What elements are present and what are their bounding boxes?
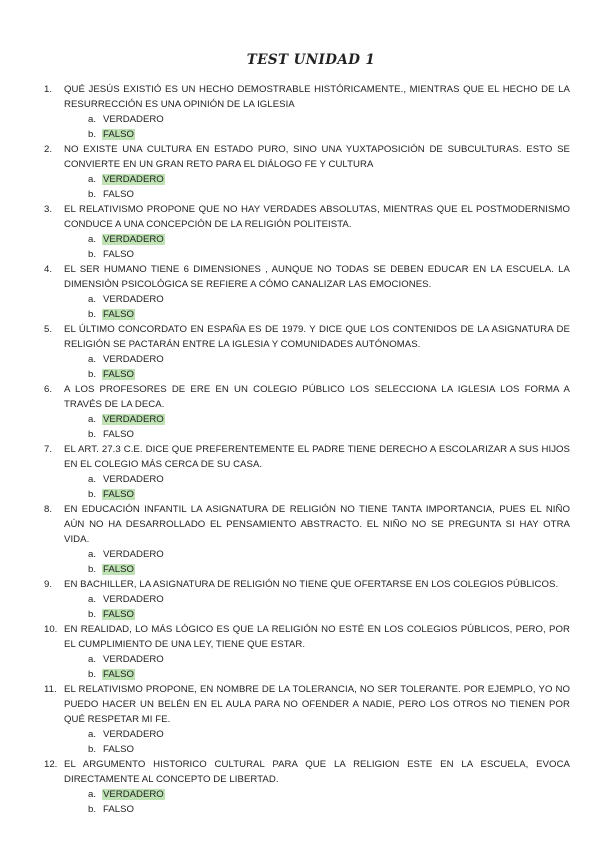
question-number: 8.	[44, 504, 53, 515]
option-text: VERDADERO	[103, 549, 164, 560]
option-text: FALSO	[103, 804, 134, 815]
question-text: EL ART. 27.3 C.E. DICE QUE PREFERENTEMENTE EL PADRE TIENE DERECHO A ESCOLARIZAR A SUS HIJOS EN EL COLEGIO MÁS CERCA DE SU CASA.	[64, 444, 570, 470]
option-text: FALSO	[103, 669, 134, 680]
question-text: EN REALIDAD, LO MÁS LÓGICO ES QUE LA RELIGIÓN NO ESTÉ EN LOS COLEGIOS PÚBLICOS, PERO, POR EL CUMPLIMIENTO DE UNA LEY, TIENE QUE ESTAR.	[64, 624, 570, 650]
option-a	[88, 292, 570, 307]
question	[44, 202, 570, 262]
option-letter: b.	[88, 609, 97, 620]
option-b	[88, 247, 570, 262]
option-text: FALSO	[103, 429, 134, 440]
question-text: EN EDUCACIÓN INFANTIL LA ASIGNATURA DE RELIGIÓN NO TIENE TANTA IMPORTANCIA, PUES EL NIÑO AÚN NO HA DESARROLLADO EL PENSAMIENTO ABSTRACTO. EL NIÑO NO SE PREGUNTA SI HAY OTRA VIDA.	[64, 504, 570, 545]
question-number: 4.	[44, 264, 53, 275]
option-a	[88, 592, 570, 607]
option-b	[88, 487, 570, 502]
option-letter: b.	[88, 249, 97, 260]
option-b	[88, 607, 570, 622]
option-letter: a.	[88, 789, 97, 800]
option-text: VERDADERO	[103, 474, 164, 485]
option-text: VERDADERO	[103, 294, 164, 305]
question-text: EL ÚLTIMO CONCORDATO EN ESPAÑA ES DE 1979. Y DICE QUE LOS CONTENIDOS DE LA ASIGNATURA DE RELIGIÓN SE PACTARÁN ENTRE LA IGLESIA Y COMUNIDADES AUTÓNOMAS.	[64, 324, 570, 350]
question-number: 9.	[44, 579, 53, 590]
question-text: EL ARGUMENTO HISTORICO CULTURAL PARA QUE LA RELIGION ESTE EN LA ESCUELA, EVOCA DIRECTAMENTE AL CONCEPTO DE LIBERTAD.	[64, 759, 570, 785]
question-number: 3.	[44, 204, 53, 215]
option-text: VERDADERO	[103, 654, 164, 665]
option-text: FALSO	[103, 189, 134, 200]
option-b	[88, 802, 570, 817]
option-letter: b.	[88, 189, 97, 200]
option-text: VERDADERO	[103, 174, 164, 185]
option-list	[44, 292, 570, 322]
option-letter: b.	[88, 429, 97, 440]
option-text: VERDADERO	[103, 354, 164, 365]
option-text: VERDADERO	[103, 114, 164, 125]
option-b	[88, 187, 570, 202]
option-list	[44, 352, 570, 382]
option-text: VERDADERO	[103, 729, 164, 740]
option-a	[88, 112, 570, 127]
option-list	[44, 472, 570, 502]
option-letter: a.	[88, 654, 97, 665]
question-number: 5.	[44, 324, 53, 335]
option-letter: b.	[88, 369, 97, 380]
option-text: FALSO	[103, 129, 134, 140]
option-b	[88, 667, 570, 682]
option-list	[44, 787, 570, 817]
option-text: VERDADERO	[103, 234, 164, 245]
option-list	[44, 232, 570, 262]
question-text: EL RELATIVISMO PROPONE QUE NO HAY VERDADES ABSOLUTAS, MIENTRAS QUE EL POSTMODERNISMO CONDUCE A UNA CONCEPCIÓN DE LA RELIGIÓN POLITEISTA.	[64, 204, 570, 230]
option-letter: b.	[88, 804, 97, 815]
option-text: FALSO	[103, 744, 134, 755]
question	[44, 142, 570, 202]
option-text: FALSO	[103, 609, 134, 620]
option-text: FALSO	[103, 249, 134, 260]
question-text: EN BACHILLER, LA ASIGNATURA DE RELIGIÓN NO TIENE QUE OFERTARSE EN LOS COLEGIOS PÚBLICOS.	[64, 579, 559, 590]
option-b	[88, 307, 570, 322]
option-letter: a.	[88, 234, 97, 245]
question	[44, 322, 570, 382]
option-a	[88, 352, 570, 367]
option-text: FALSO	[103, 309, 134, 320]
option-b	[88, 742, 570, 757]
option-a	[88, 547, 570, 562]
option-list	[44, 652, 570, 682]
option-letter: a.	[88, 729, 97, 740]
question	[44, 622, 570, 682]
option-letter: a.	[88, 354, 97, 365]
question-text: EL RELATIVISMO PROPONE, EN NOMBRE DE LA TOLERANCIA, NO SER TOLERANTE. POR EJEMPLO, YO NO PUEDO HACER UN BELÉN EN EL AULA PARA NO OFENDER A NADIE, PERO LOS OTROS NO TIENEN POR QUÉ RESPETAR MI FE.	[64, 684, 570, 725]
option-letter: b.	[88, 489, 97, 500]
question-number: 2.	[44, 144, 53, 155]
option-list	[44, 727, 570, 757]
question	[44, 682, 570, 757]
page-title: TEST UNIDAD 1	[246, 52, 376, 68]
question-text: A LOS PROFESORES DE ERE EN UN COLEGIO PÚBLICO LOS SELECCIONA LA IGLESIA LOS FORMA A TRAVÉS DE LA DECA.	[64, 384, 570, 410]
question-text: EL SER HUMANO TIENE 6 DIMENSIONES , AUNQUE NO TODAS SE DEBEN EDUCAR EN LA ESCUELA. LA DIMENSIÓN PSICOLÓGICA SE REFIERE A CÓMO CANALIZAR LAS EMOCIONES.	[64, 264, 570, 290]
option-list	[44, 112, 570, 142]
option-letter: a.	[88, 114, 97, 125]
option-list	[44, 172, 570, 202]
option-text: VERDADERO	[103, 414, 164, 425]
option-text: VERDADERO	[103, 594, 164, 605]
option-a	[88, 232, 570, 247]
option-a	[88, 727, 570, 742]
question	[44, 757, 570, 817]
option-letter: b.	[88, 669, 97, 680]
option-text: VERDADERO	[103, 789, 164, 800]
question	[44, 577, 570, 622]
question	[44, 502, 570, 577]
option-a	[88, 472, 570, 487]
option-text: FALSO	[103, 369, 134, 380]
question-list	[44, 82, 570, 817]
option-letter: b.	[88, 744, 97, 755]
option-b	[88, 367, 570, 382]
option-letter: a.	[88, 294, 97, 305]
question-number: 10.	[44, 624, 58, 635]
option-a	[88, 652, 570, 667]
option-text: FALSO	[103, 564, 134, 575]
option-letter: b.	[88, 564, 97, 575]
option-list	[44, 592, 570, 622]
option-letter: a.	[88, 474, 97, 485]
option-b	[88, 427, 570, 442]
question	[44, 442, 570, 502]
question	[44, 82, 570, 142]
question-number: 12.	[44, 759, 58, 770]
question-number: 1.	[44, 84, 53, 95]
question	[44, 262, 570, 322]
option-letter: a.	[88, 594, 97, 605]
option-list	[44, 412, 570, 442]
question-number: 7.	[44, 444, 53, 455]
question	[44, 382, 570, 442]
option-letter: b.	[88, 129, 97, 140]
option-text: FALSO	[103, 489, 134, 500]
option-letter: a.	[88, 174, 97, 185]
option-letter: b.	[88, 309, 97, 320]
option-b	[88, 562, 570, 577]
option-b	[88, 127, 570, 142]
option-list	[44, 547, 570, 577]
option-a	[88, 787, 570, 802]
question-text: QUÉ JESÚS EXISTIÓ ES UN HECHO DEMOSTRABLE HISTÓRICAMENTE., MIENTRAS QUE EL HECHO DE LA RESURRECCIÓN ES UNA OPINIÓN DE LA IGLESIA	[64, 84, 570, 110]
option-letter: a.	[88, 549, 97, 560]
question-text: NO EXISTE UNA CULTURA EN ESTADO PURO, SINO UNA YUXTAPOSICIÓN DE SUBCULTURAS. ESTO SE CONVIERTE EN UN GRAN RETO PARA EL DIÁLOGO FE Y CULTURA	[64, 144, 570, 170]
question-number: 6.	[44, 384, 53, 395]
option-letter: a.	[88, 414, 97, 425]
option-a	[88, 172, 570, 187]
option-a	[88, 412, 570, 427]
question-number: 11.	[44, 684, 57, 695]
